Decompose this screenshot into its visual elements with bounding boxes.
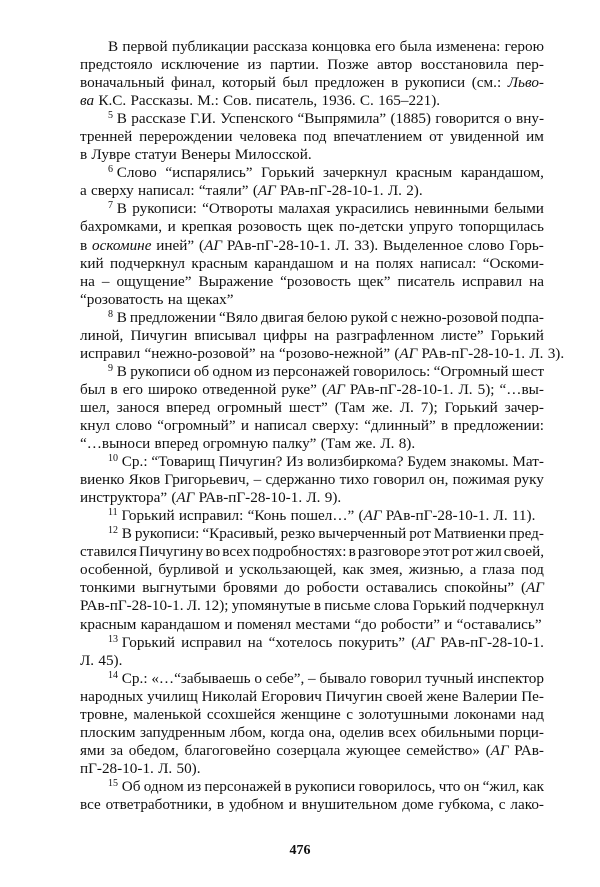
footnote-number: 5	[108, 110, 113, 122]
text-line: исправил “нежно-розовой” на “розово-нежной” (АГ РАв-пГ-28-10-1. Л. 3).	[80, 344, 565, 362]
footnote-number: 12	[108, 525, 118, 537]
footnote-number: 9	[108, 362, 113, 374]
footnote-first-line: $^{13}$ Горький исправил на “хотелось покурить” (АГ РАв-пГ-28-10-1.	[108, 633, 544, 651]
footnote-first-line: $^9$ В рукописи об одном из персонажей говорилось: “Огромный шест	[108, 362, 544, 380]
footnote-first-line: $^8$ В предложении “Вяло двигая белою рукой с нежно-розовой подпа-	[108, 308, 544, 326]
text-line: воначальный финал, который был предложен в рукописи (см.: Льво-	[80, 74, 544, 92]
footnote-number: 10	[108, 453, 118, 465]
text-line: ями за обедом, благоговейно созерцала жующее семейство» (АГ РАв-	[80, 741, 544, 759]
footnote-number: 11	[108, 507, 118, 519]
footnote-first-line: $^{11}$ Горький исправил: “Конь пошел…” (АГ РАв-пГ-28-10-1. Л. 11).	[108, 507, 536, 525]
footnote-first-line: В первой публикации рассказа концовка его была изменена: герою	[108, 38, 544, 55]
text-line: виенко Яков Григорьевич, – сдержанно тихо говорил он, пожимая руку	[80, 471, 544, 489]
footnote-first-line: $^{15}$ Об одном из персонажей в рукописи говорилось, что он “жил, как	[108, 777, 544, 795]
footnote-first-line: $^{14}$ Ср.: «…“забываешь о себе”, – бывало говорил тучный инспектор	[108, 669, 544, 687]
text-line: инструктора” (АГ РАв-пГ-28-10-1. Л. 9).	[80, 489, 342, 507]
text-line: в Лувре статуи Венеры Милосской.	[80, 146, 312, 164]
text-line: ва К.С. Рассказы. М.: Сов. писатель, 1936. С. 165–221).	[80, 92, 441, 110]
text-line: “розоватость на щеках”	[80, 290, 234, 308]
footnote-first-line: $^5$ В рассказе Г.И. Успенского “Выпрямила” (1885) говорится о вну-	[108, 110, 544, 128]
footnote-number: 7	[108, 200, 113, 212]
footnote-first-line: $^7$ В рукописи: “Отвороты малахая украсились невинными белыми	[108, 200, 544, 218]
text-line: народных училищ Николай Егорович Пичугин своей жене Валерии Пе-	[80, 687, 544, 705]
text-line: РАв-пГ-28-10-1. Л. 12); упомянутые в письме слова Горький подчеркнул	[80, 597, 544, 615]
text-line: кнул слово “огромный” и написал сверху: “длинный” в предложении:	[80, 416, 544, 434]
text-line: красным карандашом и поменял местами “до робости” и “оставались”	[80, 615, 542, 633]
text-line: был в его широко отведенной руке” (АГ РАв-пГ-28-10-1. Л. 5); “…вы-	[80, 380, 544, 398]
text-line: особенной, бурливой и ускользающей, как змея, жизнью, а глаза под	[80, 561, 544, 579]
text-line: в оскомине иней” (АГ РАв-пГ-28-10-1. Л. 33). Выделенное слово Горь-	[80, 236, 544, 254]
footnote-number: 6	[108, 164, 113, 176]
footnotes-text	[80, 38, 565, 814]
footnote-first-line: $^{10}$ Ср.: “Товарищ Пичугин? Из волизбиркома? Будем знакомы. Мат-	[108, 453, 544, 471]
footnote-number: 15	[108, 777, 118, 789]
footnote-number: 13	[108, 633, 118, 645]
footnote-first-line: $^{12}$ В рукописи: “Красивый, резко вычерченный рот Матвиенки пред-	[108, 525, 544, 543]
text-line: тренней перерождении человека под впечатлением от увиденной им	[80, 128, 544, 146]
text-line: тонкими выгнутыми бровями до робости оставались спокойны” (АГ	[80, 579, 544, 597]
text-line: а сверху написал: “таяли” (АГ РАв-пГ-28-10-1. Л. 2).	[80, 182, 423, 200]
page-number: 476	[289, 843, 311, 858]
text-line: плоским запудренным лбом, когда она, оделив всех обильными порци-	[80, 723, 544, 741]
footnote-first-line: $^6$ Слово “испарялись” Горький зачеркнул красным карандашом,	[108, 164, 544, 182]
text-line: бахромками, и крепкая розовость щек по-детски упруго топорщилась	[80, 218, 544, 236]
text-line: предстояло исключение из партии. Позже автор восстановила пер-	[80, 56, 544, 74]
text-line: шел, занося вперед огромный шест” (Там же. Л. 7); Горький зачер-	[80, 398, 544, 416]
text-line: пГ-28-10-1. Л. 50).	[80, 759, 201, 777]
text-line: тровне, маленькой ссохшейся женщине с золотушными локонами над	[80, 705, 544, 723]
footnote-number: 8	[108, 308, 113, 320]
text-line: все ответработники, в удобном и внушительном доме губкома, с лако-	[80, 795, 544, 813]
text-line: кий подчеркнул красным карандашом и на полях написал: “Оскоми-	[80, 254, 544, 272]
text-line: Л. 45).	[80, 651, 123, 669]
text-line: ставился Пичугину во всех подробностях: в разговоре этот рот жил своей,	[80, 543, 544, 561]
text-line: линой, Пичугин вписывал цифры на разграфленном листе” Горький	[80, 326, 544, 344]
footnote-number: 14	[108, 669, 118, 681]
text-line: “…выноси вперед огромную палку” (Там же. Л. 8).	[80, 435, 416, 453]
text-line: на – ощущение” Выражение “розовость щек” писатель исправил на	[80, 272, 544, 290]
